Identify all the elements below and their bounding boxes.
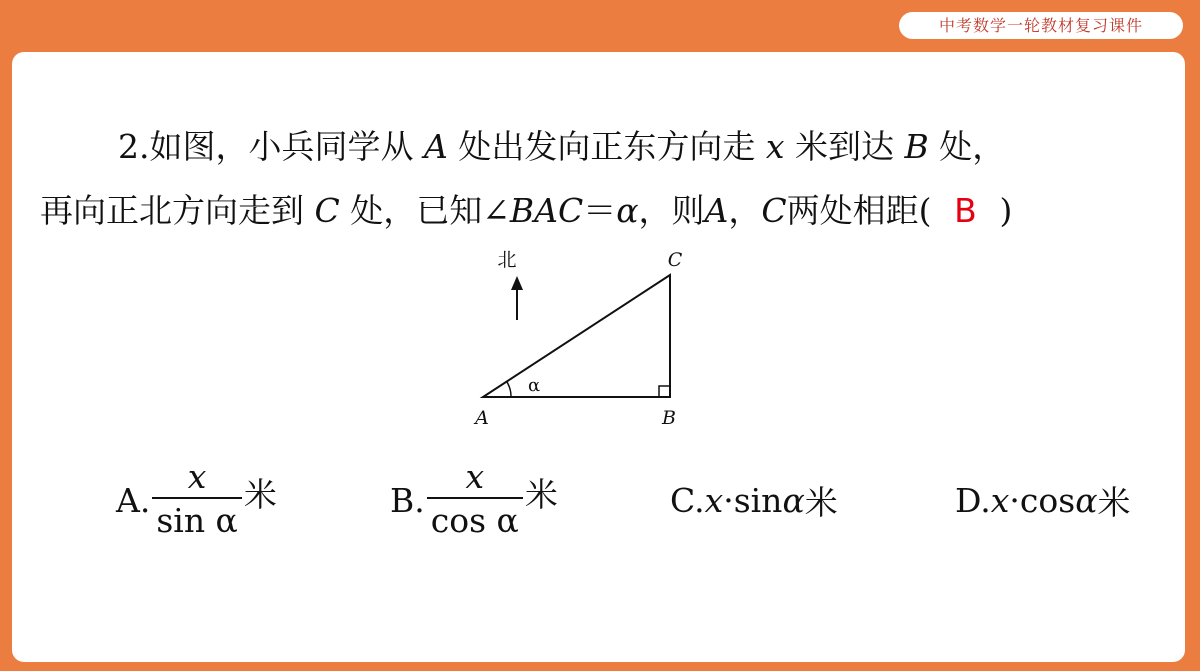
north-arrow-head-icon [511,276,523,290]
point-c: C [314,191,340,230]
triangle-figure [470,240,710,435]
option-b-fraction: $\frac{x}{\text{cos α}}$ [427,457,523,543]
angle-name: BAC [509,191,584,230]
right-angle-mark [659,386,670,397]
angle-label: α [528,375,541,396]
question-number: 2. [118,127,150,166]
point-a: A [424,127,448,166]
answer-options [0,455,1200,555]
question-line-1: 2.如图，小兵同学从 A 处出发向正东方向走 x 米到达 B 处， [118,127,1006,166]
option-a[interactable]: A. $\frac{x}{\text{sin α}}$ 米 [116,455,277,545]
question-line-2: 再向正北方向走到 C 处，已知∠BAC＝α，则A，C两处相距( B ) [40,179,1170,243]
answer-mark: B [954,191,977,230]
angle-arc [507,382,511,397]
question-text [40,115,1170,243]
vertex-c-label: C [667,249,683,271]
option-b[interactable]: B. $\frac{x}{\text{cos α}}$ 米 [390,455,558,545]
vertex-b-label: B [662,407,676,429]
triangle-abc [483,275,670,397]
option-c[interactable]: C. x ·sin α 米 [670,480,838,522]
option-d[interactable]: D. x ·cos α 米 [955,480,1131,522]
course-title-badge: 中考数学一轮教材复习课件 [899,12,1183,39]
point-b: B [904,127,929,166]
variable-x: x [765,127,785,166]
north-label: 北 [497,249,517,271]
alpha-symbol: α [616,191,639,230]
vertex-a-label: A [475,407,489,429]
option-a-fraction: $\frac{x}{\text{sin α}}$ [152,457,242,543]
